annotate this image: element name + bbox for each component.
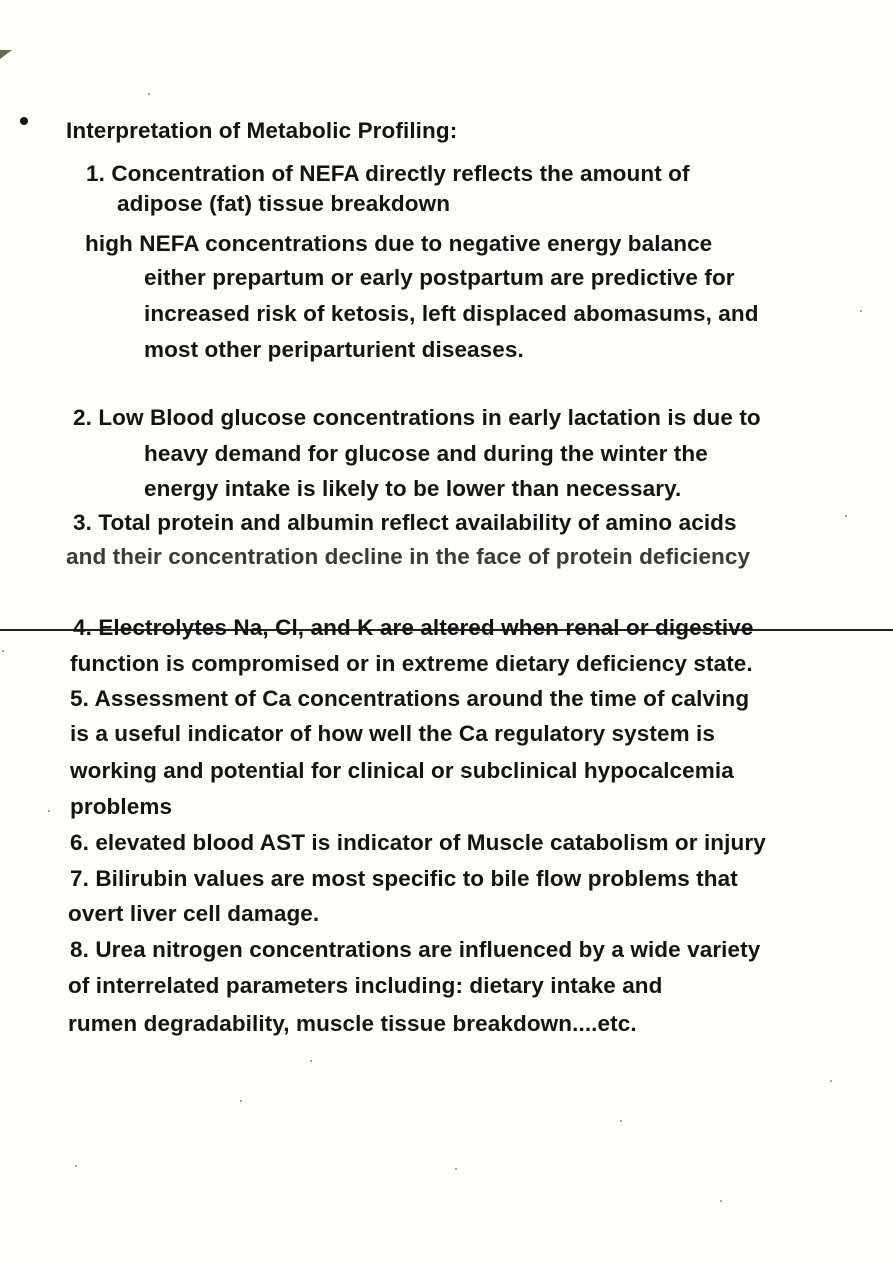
scan-corner-mark: [0, 50, 12, 59]
scan-speck: [75, 1165, 77, 1167]
item-7-line-2: overt liver cell damage.: [68, 901, 320, 926]
scan-speck: [720, 1200, 722, 1202]
item-3-line-1: 3. Total protein and albumin reflect availability of amino acids: [73, 510, 737, 535]
scan-speck: [845, 515, 847, 517]
item-1-line-6: most other periparturient diseases.: [144, 337, 524, 362]
scan-speck: [2, 650, 4, 652]
item-1-line-3: high NEFA concentrations due to negative energy balance: [85, 231, 713, 256]
item-8-line-1: 8. Urea nitrogen concentrations are influenced by a wide variety: [70, 937, 761, 962]
scan-speck: [860, 310, 862, 312]
item-2-line-3: energy intake is likely to be lower than necessary.: [144, 476, 682, 501]
scan-speck: [310, 1060, 312, 1062]
scan-speck: [620, 1120, 622, 1122]
item-4-line-2: function is compromised or in extreme dietary deficiency state.: [70, 651, 753, 676]
item-8-line-2: of interrelated parameters including: dietary intake and: [68, 973, 663, 998]
item-5-line-4: problems: [70, 794, 173, 819]
item-5-line-1: 5. Assessment of Ca concentrations around the time of calving: [70, 686, 750, 711]
bullet-icon: [20, 117, 28, 125]
item-1-line-4: either prepartum or early postpartum are predictive for: [144, 265, 735, 290]
item-1-line-5: increased risk of ketosis, left displaced abomasums, and: [144, 301, 759, 326]
item-1-line-2: adipose (fat) tissue breakdown: [117, 191, 451, 216]
item-2-line-2: heavy demand for glucose and during the winter the: [144, 441, 708, 466]
scan-speck: [48, 810, 50, 812]
item-5-line-3: working and potential for clinical or subclinical hypocalcemia: [70, 758, 734, 783]
item-7-line-1: 7. Bilirubin values are most specific to bile flow problems that: [70, 866, 738, 891]
item-1-line-1: 1. Concentration of NEFA directly reflects the amount of: [86, 161, 690, 186]
scan-speck: [240, 1100, 242, 1102]
item-4-line-1: 4. Electrolytes Na, Cl, and K are altered when renal or digestive: [73, 615, 754, 640]
item-2-line-1: 2. Low Blood glucose concentrations in early lactation is due to: [73, 405, 761, 430]
scan-speck: [830, 1080, 832, 1082]
item-8-line-3: rumen degradability, muscle tissue breakdown....etc.: [68, 1011, 637, 1036]
scan-speck: [455, 1168, 457, 1170]
scan-speck: [148, 93, 150, 95]
item-5-line-2: is a useful indicator of how well the Ca regulatory system is: [70, 721, 716, 746]
item-3-line-2: and their concentration decline in the face of protein deficiency: [66, 544, 751, 569]
item-6-line-1: 6. elevated blood AST is indicator of Muscle catabolism or injury: [70, 830, 766, 855]
heading: Interpretation of Metabolic Profiling:: [66, 118, 458, 143]
